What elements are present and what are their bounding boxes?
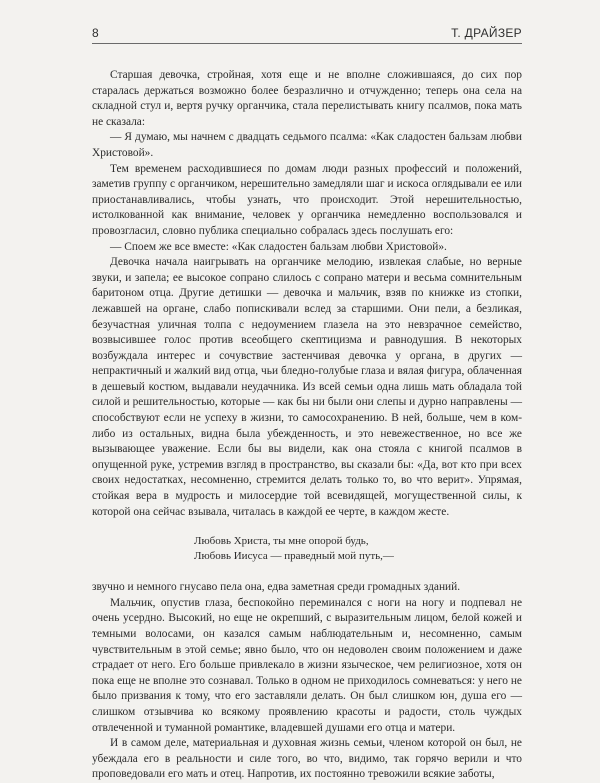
paragraph: Мальчик, опустив глаза, беспокойно переминался с ноги на ногу и подпевал не очень усердно. Высокий, но еще не окрепший, с выразительным лицом, белой кожей и темными волосами, он казался самым наблюдательным и, несомненно, самым чувствительным в этой семье; явно было, что он недоволен своим положением и даже страдает от него. Его больше привлекало в жизни языческое, чем религиозное, хотя он пока еще не вполне это сознавал. Только в одном не приходилось сомневаться: у него не было призвания к тому, что его заставляли делать. Он был слишком юн, душа его — слишком отзывчива ко всякому проявлению красоты и радости, столь чуждых отвлеченной и туманной романтике, владевшей душами его отца и матери. [92, 596, 522, 734]
verse-line: Любовь Иисуса — праведный мой путь,— [194, 550, 394, 563]
paragraph: И в самом деле, материальная и духовная жизнь семьи, членом которой он был, не убеждала его в реальности и силе того, во что, видимо, так горячо верили и что проповедовали его мать и отец. Напротив, их постоянно тревожили всякие заботы, [92, 737, 522, 781]
paragraph: звучно и немного гнусаво пела она, едва заметная среди громадных зданий. [92, 581, 461, 594]
running-head: Т. ДРАЙЗЕР [451, 26, 522, 40]
page-number: 8 [92, 26, 99, 40]
paragraph: Девочка начала наигрывать на органчике мелодию, извлекая слабые, но верные звуки, и запела; ее высокое сопрано слилось с сопрано матери и весьма сомнительным баритоном отца. Другие детишки — девочка и мальчик, взяв по книжке из стопки, лежавшей на органе, слабо попискивали вслед за старшими. Они пели, а безликая, безучастная уличная толпа с недоумением глазела на это невзрачное семейство, возвысившее голос против всеобщего скептицизма и равнодушия. В некоторых возбуждала интерес и сочувствие застенчивая девочка у органа, в других — непрактичный и жалкий вид отца, чьи бледно-голубые глаза и вялая фигура, облаченная в дешевый костюм, выдавали неудачника. Из всей семьи одна лишь мать обладала той силой и решительностью, которые — как бы ни были они слепы и дурно направлены — способствуют если не успеху в жизни, то самосохранению. В ней, больше, чем в ком-либо из остальных, видна была убежденность, и это невежественное, но все же вызывающее уважение. Если бы вы видели, как она стояла с книгой псалмов в опущенной руке, устремив взгляд в пространство, вы сказали бы: «Да, вот кто при всех своих недостатках, несомненно, стремится делать только то, во что верит». Упрямая, стойкая вера в мудрость и милосердие той всевидящей, могущественной силы, к которой она сейчас взывала, читалась в каждой ее черте, в каждом жесте. [92, 256, 522, 518]
paragraph: Старшая девочка, стройная, хотя еще и не вполне сложившаяся, до сих пор старалась держаться возможно более безразлично и отчужденно; теперь она села на складной стул и, вертя ручку органчика, стала перелистывать книгу псалмов, пока мать не сказала: [92, 69, 522, 128]
hymn-verse [194, 534, 522, 564]
paragraph: — Споем же все вместе: «Как сладостен бальзам любви Христовой». [110, 240, 447, 253]
verse-line: Любовь Христа, ты мне опорой будь, [194, 535, 369, 548]
paragraph: Тем временем расходившиеся по домам люди разных профессий и положений, заметив группу с органчиком, нерешительно замедляли шаг и искоса оглядывали ее или приостанавливались, чтобы узнать, что происходит. Этой нерешительностью, истолкованной как внимание, человек у органчика немедленно воспользовался и провозгласил, словно публика специально собралась здесь послушать его: [92, 162, 522, 237]
paragraph: — Я думаю, мы начнем с двадцать седьмого псалма: «Как сладостен бальзам любви Христовой». [92, 131, 522, 159]
page-header [92, 26, 522, 44]
body-text [92, 68, 522, 783]
